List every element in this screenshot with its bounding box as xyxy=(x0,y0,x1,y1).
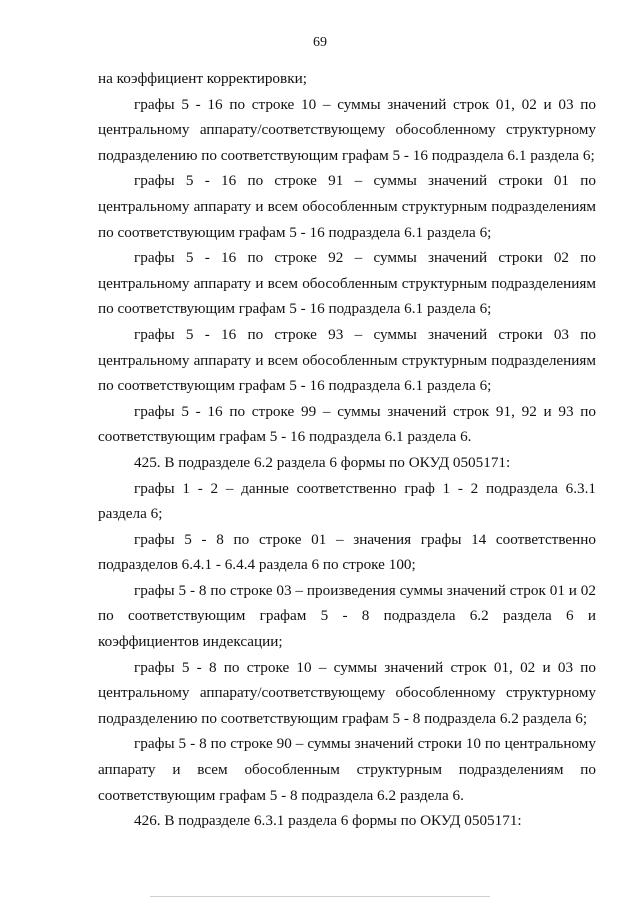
paragraph: графы 5 - 8 по строке 90 – суммы значений строки 10 по центральному аппарату и всем обособленным структурным подразделениям по соответствующим графам 5 - 8 подраздела 6.2 раздела 6. xyxy=(98,735,596,804)
paragraph: графы 5 - 16 по строке 93 – суммы значений строки 03 по центральному аппарату и всем обособленным структурным подразделениям по соответствующим графам 5 - 16 подраздела 6.1 раздела 6; xyxy=(98,325,596,395)
section-heading-426: 426. В подразделе 6.3.1 раздела 6 формы по ОКУД 0505171: xyxy=(134,812,522,830)
paragraph: графы 5 - 16 по строке 10 – суммы значений строк 01, 02 и 03 по центральному аппарату/соответствующему обособленному структурному подразделению по соответствующим графам 5 - 16 подраздела 6.1 раздела 6; xyxy=(98,95,596,164)
paragraph: на коэффициент корректировки; xyxy=(98,70,307,87)
scan-edge-divider xyxy=(150,896,490,897)
paragraph: графы 5 - 16 по строке 99 – суммы значений строк 91, 92 и 93 по соответствующим графам 5 - 16 подраздела 6.1 раздела 6. xyxy=(98,402,596,446)
document-body xyxy=(98,66,596,834)
paragraph: графы 5 - 16 по строке 92 – суммы значений строки 02 по центральному аппарату и всем обособленным структурным подразделениям по соответствующим графам 5 - 16 подраздела 6.1 раздела 6; xyxy=(98,249,596,318)
page-number: 69 xyxy=(313,35,327,50)
paragraph: графы 5 - 8 по строке 10 – суммы значений строк 01, 02 и 03 по центральному аппарату/соответствующему обособленному структурному подразделению по соответствующим графам 5 - 8 подраздела 6.2 раздела 6; xyxy=(98,658,596,727)
paragraph: графы 5 - 8 по строке 01 – значения графы 14 соответственно подразделов 6.4.1 - 6.4.4 раздела 6 по строке 100; xyxy=(98,530,596,574)
paragraph: графы 5 - 16 по строке 91 – суммы значений строки 01 по центральному аппарату и всем обособленным структурным подразделениям по соответствующим графам 5 - 16 подраздела 6.1 раздела 6; xyxy=(98,172,596,241)
paragraph: графы 1 - 2 – данные соответственно граф 1 - 2 подраздела 6.3.1 раздела 6; xyxy=(98,479,596,523)
section-heading-425: 425. В подразделе 6.2 раздела 6 формы по ОКУД 0505171: xyxy=(134,453,511,471)
paragraph: графы 5 - 8 по строке 03 – произведения суммы значений строк 01 и 02 по соответствующим графам 5 - 8 подраздела 6.2 раздела 6 и коэффициентов индексации; xyxy=(98,581,596,651)
